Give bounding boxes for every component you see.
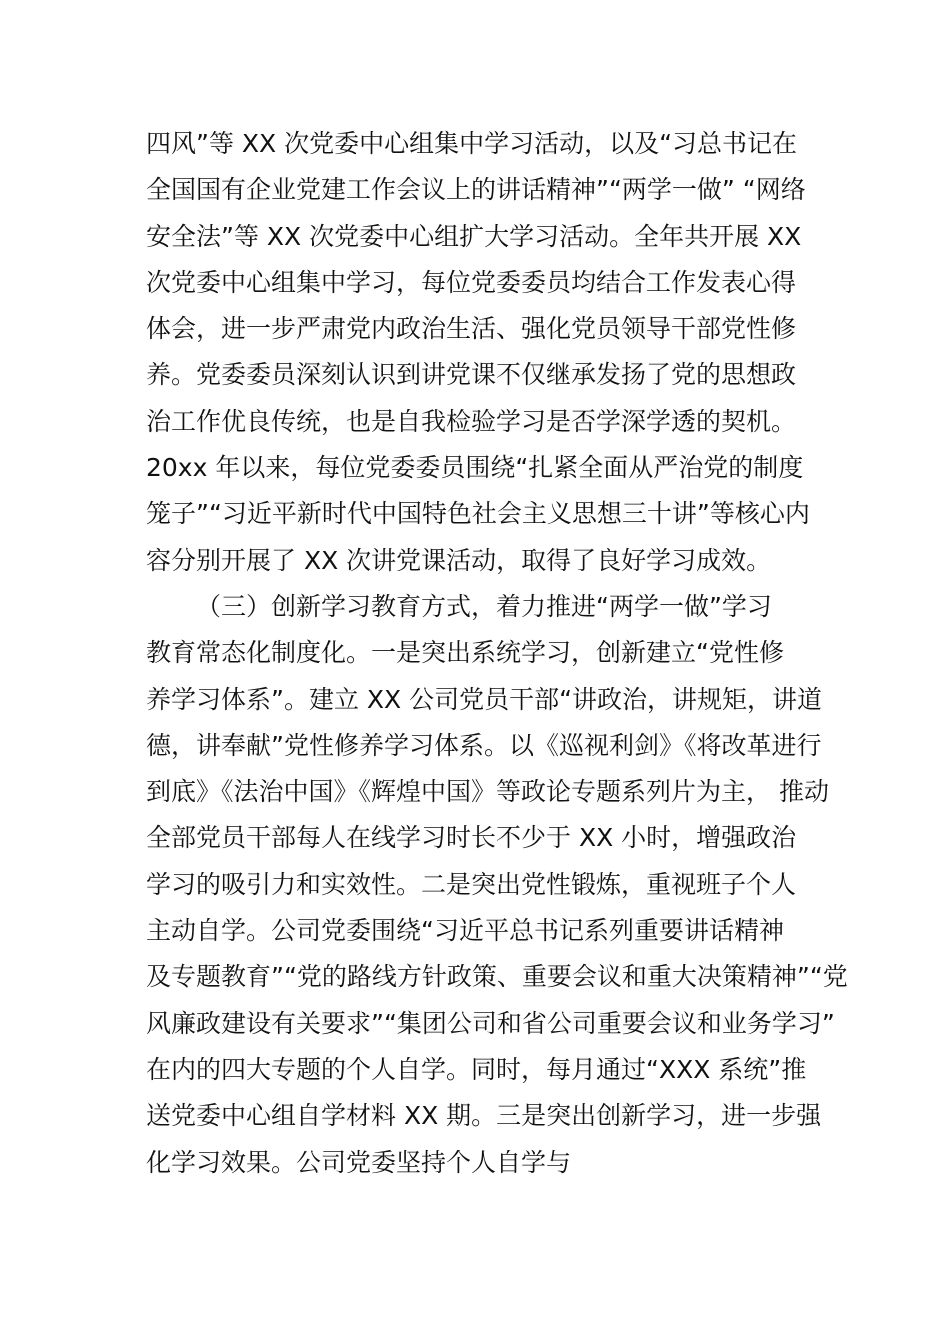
text-line-20: 风廉政建设有关要求”“集团公司和省公司重要会议和业务学习” bbox=[146, 1008, 835, 1038]
text-line-3: 安全法”等 XX 次党委中心组扩大学习活动。全年共开展 XX bbox=[146, 221, 802, 251]
text-line-7: 治工作优良传统，也是自我检验学习是否学深学透的契机。 bbox=[146, 406, 797, 436]
text-line-6: 养。党委委员深刻认识到讲党课不仅继承发扬了党的思想政 bbox=[146, 360, 797, 390]
text-line-14: 德，讲奉献”党性修养学习体系。以《巡视利剑》《将改革进行 bbox=[146, 730, 822, 760]
section-heading-line: （三）创新学习教育方式，着力推进“两学一做”学习 bbox=[196, 591, 772, 621]
text-line-15: 到底》《法治中国》《辉煌中国》等政论专题系列片为主， 推动 bbox=[146, 777, 829, 807]
text-line-19: 及专题教育”“党的路线方针政策、重要会议和重大决策精神”“党 bbox=[146, 962, 848, 992]
text-line-10: 容分别开展了 XX 次讲党课活动，取得了良好学习成效。 bbox=[146, 545, 772, 575]
text-line-2: 全国国有企业党建工作会议上的讲话精神”“两学一做” “网络 bbox=[146, 175, 806, 205]
text-line-17: 学习的吸引力和实效性。二是突出党性锻炼，重视班子个人 bbox=[146, 869, 797, 899]
text-line-21: 在内的四大专题的个人自学。同时，每月通过“XXX 系统”推 bbox=[146, 1054, 807, 1084]
text-line-12: 教育常态化制度化。一是突出系统学习，创新建立“党性修 bbox=[146, 638, 784, 668]
text-line-9: 笼子”“习近平新时代中国特色社会主义思想三十讲”等核心内 bbox=[146, 499, 810, 529]
text-line-8: 20xx 年以来，每位党委委员围绕“扎紧全面从严治党的制度 bbox=[146, 453, 804, 483]
text-line-23: 化学习效果。公司党委坚持个人自学与 bbox=[146, 1147, 572, 1177]
text-line-13: 养学习体系”。建立 XX 公司党员干部“讲政治，讲规矩，讲道 bbox=[146, 684, 823, 714]
text-line-5: 体会，进一步严肃党内政治生活、强化党员领导干部党性修 bbox=[146, 314, 797, 344]
text-line-18: 主动自学。公司党委围绕“习近平总书记系列重要讲话精神 bbox=[146, 916, 784, 946]
text-line-22: 送党委中心组自学材料 XX 期。三是突出创新学习，进一步强 bbox=[146, 1101, 822, 1131]
text-line-4: 次党委中心组集中学习，每位党委委员均结合工作发表心得 bbox=[146, 267, 797, 297]
text-line-16: 全部党员干部每人在线学习时长不少于 XX 小时，增强政治 bbox=[146, 823, 797, 853]
document-body bbox=[146, 121, 848, 1186]
text-line-1: 四风”等 XX 次党委中心组集中学习活动，以及“习总书记在 bbox=[146, 129, 798, 158]
